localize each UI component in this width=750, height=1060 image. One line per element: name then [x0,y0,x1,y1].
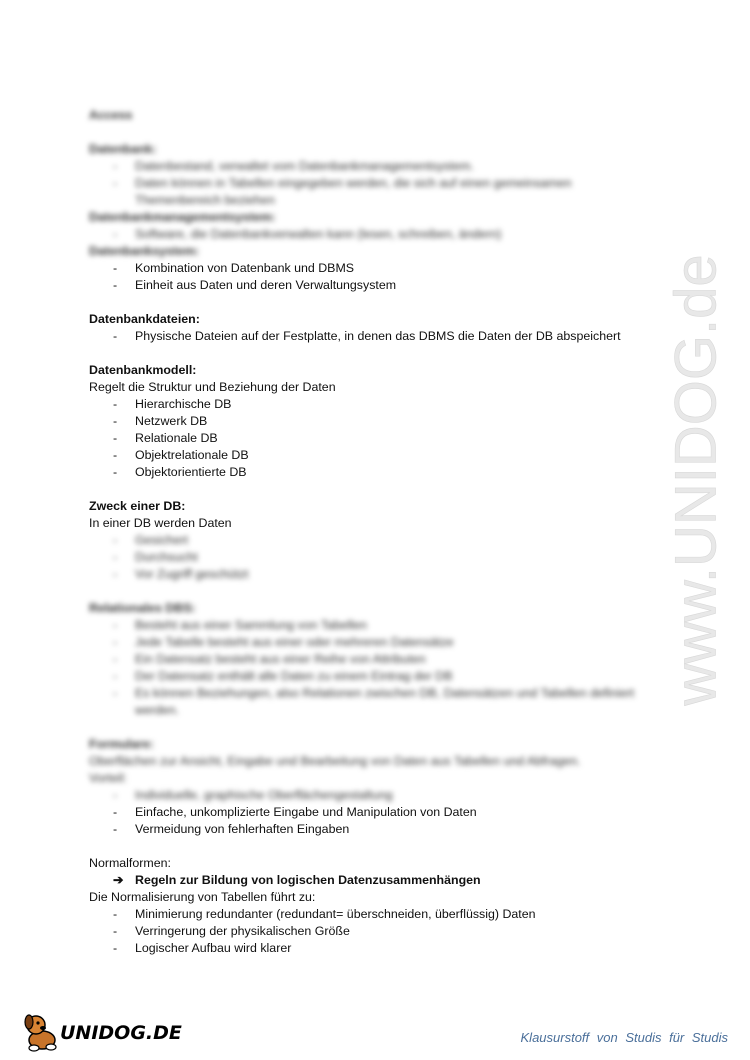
list-item: - Gesichert [113,533,189,547]
list-item: - Individuelle, graphische Oberflächengestaltung [113,788,393,802]
list-item: - Objektrelationale DB [113,448,249,462]
list-item: - Der Datensatz enthält alle Daten zu einem Eintrag der DB [113,669,453,683]
list-item: - Verringerung der physikalischen Größe [113,924,350,938]
list-item: - Logischer Aufbau wird klarer [113,941,292,955]
document-content [89,107,649,957]
section-intro: Regelt die Struktur und Beziehung der Daten [89,380,336,394]
list-item: - Durchsucht [113,550,198,564]
list-item: - Physische Dateien auf der Festplatte, in denen das DBMS die Daten der DB abspeichert [113,329,621,343]
list-item: - Software, die Datenbankverwalten kann (lesen, schreiben, ändern) [113,227,502,241]
list-item: - Einfache, unkomplizierte Eingabe und Manipulation von Daten [113,805,477,819]
footer-logo-text: UNIDOG.DE [60,1022,182,1044]
watermark [660,230,740,730]
footer-tagline: Klausurstoff von Studis für Studis [520,1030,728,1045]
dog-logo-icon [22,1010,62,1052]
watermark-text: www.UNIDOG.de [663,254,729,706]
arrow-icon: ➔ [113,873,124,887]
list-item: - Objektorientierte DB [113,465,247,479]
list-item: - Besteht aus einer Sammlung von Tabellen [113,618,367,632]
list-item: - Ein Datensatz besteht aus einer Reihe von Attributen [113,652,426,666]
list-item: - Es können Beziehungen, also Relationen zwischen DB, Datensätzen und Tabellen definiert werden. [113,686,635,717]
section-intro: In einer DB werden Daten [89,516,232,530]
section-intro: Oberflächen zur Ansicht, Eingabe und Bearbeitung von Daten aus Tabellen und Abfragen. [89,754,581,768]
list-item: - Kombination von Datenbank und DBMS [113,261,355,275]
arrow-list-item: ➔ Regeln zur Bildung von logischen Datenzusammenhängen [113,873,481,887]
section-heading-relational: Relationales DBS: [89,601,196,615]
list-item: - Datenbestand, verwaltet vom Datenbankmanagementsystem. [113,159,474,173]
section-heading-dateien: Datenbankdateien: [89,312,200,326]
section-heading-normalformen: Normalformen: [89,856,171,870]
list-item: - Hierarchische DB [113,397,232,411]
footer-logo [22,1010,182,1052]
list-item: - Relationale DB [113,431,218,445]
section-heading-zweck: Zweck einer DB: [89,499,186,513]
list-item: - Jede Tabelle besteht aus einer oder mehreren Datensätze [113,635,454,649]
section-heading-dbs: Datenbanksystem: [89,244,200,258]
list-item: - Minimierung redundanter (redundant= überschneiden, überflüssig) Daten [113,907,536,921]
list-item: - Einheit aus Daten und deren Verwaltungsystem [113,278,397,292]
document-title: Access [89,108,133,122]
section-heading-formulare: Formulare: [89,737,154,751]
section-intro: Die Normalisierung von Tabellen führt zu: [89,890,316,904]
section-heading-datenbank: Datenbank: [89,142,157,156]
list-item: - Vermeidung von fehlerhaften Eingaben [113,822,350,836]
section-intro-advantage: Vorteil: [89,771,127,785]
list-item: - Netzwerk DB [113,414,208,428]
list-item: - Daten können in Tabellen eingegeben werden, die sich auf einen gemeinsamen Themenbereich beziehen [113,176,572,207]
section-heading-dbms: Datenbankmanagementsystem: [89,210,276,224]
section-heading-modell: Datenbankmodell: [89,363,197,377]
list-item: - Vor Zugriff geschützt [113,567,249,581]
